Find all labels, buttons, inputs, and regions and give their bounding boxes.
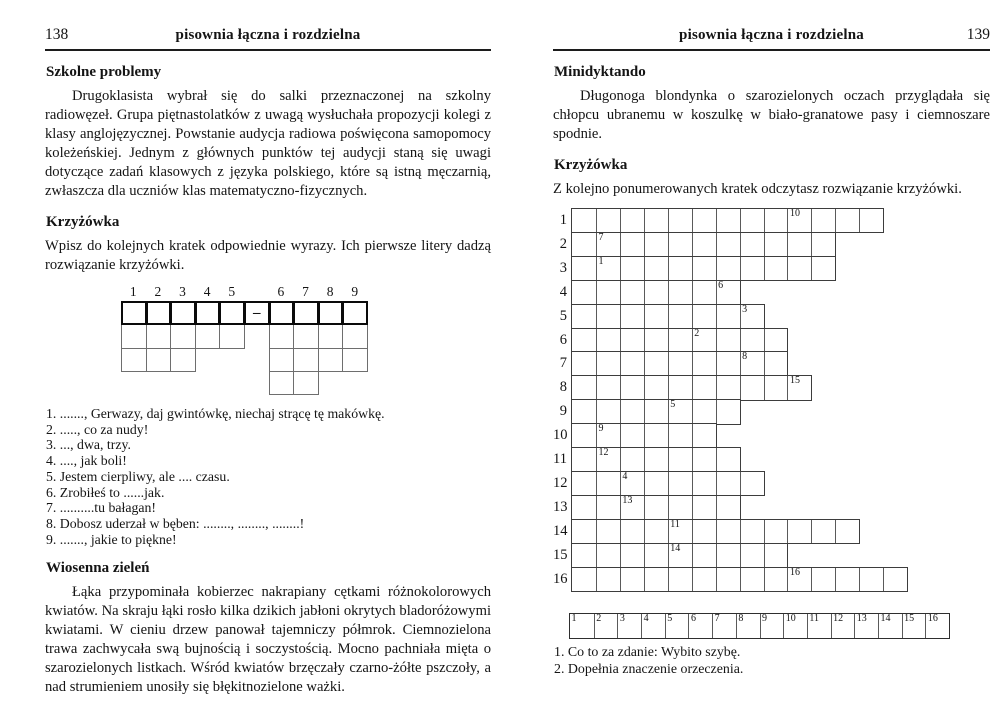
- crossword-cell: [644, 376, 668, 399]
- crossword-cell: [342, 324, 368, 348]
- crossword-cell: [644, 520, 668, 543]
- crossword-cell: [572, 209, 596, 232]
- answer-cell: [902, 614, 926, 638]
- crossword-cell: [644, 400, 668, 423]
- clue-item: 9. ......., jakie to piękne!: [46, 531, 177, 547]
- crossword-cell: [293, 371, 319, 395]
- crossword-cell: [692, 281, 716, 304]
- cell-number-label: 6: [718, 279, 724, 291]
- crossword-cell: [644, 329, 668, 352]
- crossword-cell: [716, 448, 740, 471]
- crossword-cell: [572, 233, 596, 256]
- answer-cell-number: 2: [596, 613, 602, 624]
- crossword-cell: [596, 257, 620, 280]
- crossword-cell: [195, 324, 221, 348]
- crossword-cell: [692, 376, 716, 399]
- crossword-cell: [572, 424, 596, 447]
- answer-cell-number: 5: [667, 613, 673, 624]
- answer-cell-number: 14: [880, 613, 891, 624]
- crossword-cell: [620, 329, 644, 352]
- crossword-cell: [644, 544, 668, 567]
- answer-cell: [878, 614, 902, 638]
- crossword-cell: [293, 301, 319, 325]
- crossword-cell: [596, 400, 620, 423]
- crossword-row: [571, 328, 788, 353]
- crossword-cell: [692, 520, 716, 543]
- crossword-cell: [764, 376, 788, 399]
- cell-number-label: 9: [598, 423, 604, 435]
- crossword-cell: [620, 472, 644, 495]
- crossword-row: [571, 447, 741, 472]
- crossword-cell: [692, 209, 716, 232]
- crossword-cell: [668, 520, 692, 543]
- row-number-label: 13: [553, 498, 568, 515]
- crossword-cell: [835, 520, 859, 543]
- crossword-cell: [596, 520, 620, 543]
- crossword-cell: [572, 281, 596, 304]
- answer-cell-number: 12: [833, 613, 844, 624]
- crossword-cell: [740, 568, 764, 591]
- crossword-cell: [572, 568, 596, 591]
- column-number-label: 9: [351, 284, 359, 299]
- paragraph-szkolne-problemy: Drugoklasista wybrał się do salki przeznaczonej na szkolny radiowęzeł. Grupa piętnastolatków z uwagą wysłuchała propozycji kolegi z klasy anglojęzycznej. Powstanie audycja radiowa poświęcona samopomocy koleżeńskiej. Jednym z głównych punktów tej audycji staną się uwagi dotyczące zadań klasowych z języka polskiego, które są istną męczarnią, zwłaszcza dla uczniów klas matematyczno-fizycznych.: [45, 88, 491, 199]
- crossword-cell: [644, 472, 668, 495]
- crossword-cell: [716, 472, 740, 495]
- crossword-cell: [219, 301, 245, 325]
- answer-cell: [736, 614, 760, 638]
- answer-cell-number: 13: [856, 613, 867, 624]
- row-number-label: 1: [559, 212, 567, 228]
- cell-number-label: 2: [694, 327, 700, 339]
- crossword-cell: [692, 496, 716, 519]
- crossword-cell: [716, 376, 740, 399]
- crossword-cell: [787, 520, 811, 543]
- crossword-cell: [620, 568, 644, 591]
- crossword-cell: [596, 568, 620, 591]
- section-heading-szkolne-problemy: Szkolne problemy: [46, 64, 162, 80]
- crossword-row: [571, 351, 788, 376]
- crossword-cell: [572, 544, 596, 567]
- crossword-cell: [740, 544, 764, 567]
- crossword-cell: [620, 352, 644, 375]
- clue-item: 7. ..........tu bałagan!: [46, 500, 156, 516]
- crossword-cell: [644, 424, 668, 447]
- row-number-label: 8: [559, 379, 567, 396]
- crossword-cell: [692, 352, 716, 375]
- running-title: pisownia łączna i rozdzielna: [679, 27, 864, 43]
- crossword-cell: [668, 400, 692, 423]
- crossword-cell: [620, 520, 644, 543]
- crossword-cell: [170, 324, 196, 348]
- crossword-cell: [764, 233, 788, 256]
- crossword-cell: [572, 448, 596, 471]
- crossword-cell: [269, 371, 295, 395]
- crossword-cell: [764, 352, 788, 375]
- row-number-label: 6: [559, 331, 567, 348]
- cell-number-label: 4: [622, 470, 628, 482]
- crossword-cell: [740, 472, 764, 495]
- crossword-cell: [596, 305, 620, 328]
- crossword-cell: [620, 233, 644, 256]
- crossword-cell: [146, 324, 172, 348]
- crossword-cell: [620, 209, 644, 232]
- row-number-label: 2: [559, 235, 567, 252]
- crossword-cell: [692, 448, 716, 471]
- crossword-cell: [716, 305, 740, 328]
- column-number-label: 7: [302, 284, 309, 299]
- crossword-cell: [596, 352, 620, 375]
- crossword-cell: [716, 520, 740, 543]
- page-header-left: [45, 26, 491, 51]
- answer-cell-number: 9: [762, 613, 767, 624]
- crossword-cell: [572, 520, 596, 543]
- crossword-cell: [835, 568, 859, 591]
- crossword-cell: [668, 472, 692, 495]
- crossword-cell: [121, 348, 147, 372]
- crossword-cell: [644, 257, 668, 280]
- crossword-cell: [668, 496, 692, 519]
- cell-number-label: 1: [598, 255, 604, 267]
- crossword-cell: [572, 496, 596, 519]
- crossword-row: [571, 232, 836, 257]
- crossword-cell: [859, 568, 883, 591]
- crossword-cell: [318, 348, 344, 372]
- crossword-cell: [269, 301, 295, 325]
- crossword-cell: [716, 209, 740, 232]
- crossword-cell: [811, 520, 835, 543]
- answer-cell: [688, 614, 712, 638]
- crossword-cell: [811, 233, 835, 256]
- crossword-cell: [644, 233, 668, 256]
- crossword-cell: [668, 352, 692, 375]
- crossword-cell: [740, 520, 764, 543]
- crossword-row: [571, 399, 741, 424]
- cell-number-label: 14: [670, 542, 681, 554]
- crossword-cell: [572, 257, 596, 280]
- column-number-label: 1: [129, 284, 137, 299]
- page-number: 138: [45, 26, 69, 43]
- crossword-instructions-left: Wpisz do kolejnych kratek odpowiednie wyrazy. Ich pierwsze litery dadzą rozwiązanie krzyżówki.: [45, 238, 491, 273]
- answer-cell: [760, 614, 784, 638]
- crossword-cell: [740, 376, 764, 399]
- crossword-row: [571, 304, 765, 329]
- crossword-cell: [620, 424, 644, 447]
- cell-number-label: 7: [598, 231, 604, 243]
- crossword-cell: [692, 305, 716, 328]
- answer-cell-number: 7: [714, 613, 720, 624]
- crossword-cell: [764, 544, 788, 567]
- crossword-cell: [170, 301, 196, 325]
- crossword-cell: [668, 329, 692, 352]
- answer-cell-number: 10: [785, 613, 796, 624]
- crossword-cell: [269, 348, 295, 372]
- cell-number-label: 11: [670, 518, 680, 530]
- crossword-cell: [269, 324, 295, 348]
- clue-list: [46, 406, 491, 547]
- section-heading-wiosenna-zielen: Wiosenna zieleń: [46, 560, 150, 577]
- crossword-cell: [596, 544, 620, 567]
- page-number: 139: [966, 26, 990, 43]
- crossword-cell: [787, 376, 811, 399]
- column-number-label: 6: [277, 284, 285, 299]
- crossword-row: [571, 375, 812, 400]
- crossword-cell: [596, 209, 620, 232]
- crossword-cell: [787, 209, 811, 232]
- answer-strip: [569, 613, 950, 639]
- crossword-cell: [572, 305, 596, 328]
- answer-cell-number: 1: [571, 613, 577, 624]
- crossword-cell: [692, 233, 716, 256]
- section-heading-krzyzowka-right: Krzyżówka: [554, 157, 628, 173]
- column-number-label: 5: [228, 284, 236, 299]
- answer-cell: [570, 614, 594, 638]
- crossword-cell: [859, 209, 883, 232]
- crossword-cell: [716, 544, 740, 567]
- crossword-row: [571, 256, 836, 281]
- answer-cell: [665, 614, 689, 638]
- clue-item: 8. Dobosz uderzał w bęben: ........, ........, ........!: [46, 515, 305, 531]
- crossword-cell: [293, 348, 319, 372]
- cell-number-label: 12: [598, 447, 609, 458]
- row-number-label: 11: [553, 451, 567, 467]
- crossword-cell: [572, 329, 596, 352]
- crossword-cell: [195, 301, 221, 325]
- clue-item: 3. ..., dwa, trzy.: [46, 437, 131, 453]
- crossword-cell: [170, 348, 196, 372]
- answer-cell: [831, 614, 855, 638]
- section-heading-minidyktando: Minidyktando: [554, 64, 646, 80]
- crossword-cell: [596, 472, 620, 495]
- cell-number-label: 8: [742, 351, 748, 363]
- crossword-cell: [146, 348, 172, 372]
- section-heading-krzyzowka-left: Krzyżówka: [46, 214, 120, 230]
- crossword-cell: [764, 568, 788, 591]
- answer-cell-number: 11: [809, 613, 820, 624]
- clue-item: 1. ......., Gerwazy, daj gwintówkę, niechaj strącę tę makówkę.: [46, 406, 385, 421]
- crossword-cell: [342, 348, 368, 372]
- answer-cell: [594, 614, 618, 638]
- notes-list: [554, 645, 990, 679]
- crossword-cell: [293, 324, 319, 348]
- crossword-cell: [764, 329, 788, 352]
- crossword-cell: [740, 305, 764, 328]
- row-number-label: 7: [559, 355, 567, 372]
- crossword-cell: [572, 472, 596, 495]
- crossword-cell: [835, 209, 859, 232]
- crossword-cell: [644, 448, 668, 471]
- crossword-cell: [342, 301, 368, 325]
- paragraph-minidyktando: Długonoga blondynka o szarozielonych oczach przyglądała się chłopcu ubranemu w koszulkę w biało-granatowe pasy i ciemnoszare spodnie.: [553, 88, 990, 142]
- crossword-cell: [620, 281, 644, 304]
- running-title: pisownia łączna i rozdzielna: [175, 27, 361, 43]
- paragraph-wiosenna-zielen: Łąka przypominała kobierzec nakrapiany cętkami różnokolorowych kwiatów. Na skraju łąki rosło kilka dzikich jabłoni okrytych bladoróżowymi kwiatami. W cieniu drzew panował tajemniczy półmrok. Ciemnozielona trawa zachwycała swą bujnością i soczystością. Mocno pachniała mięta o szarozielonych listkach. Wśród kwiatów brzęczały czarno-żółte pszczoły, a nad strumieniem unosiły się błękitnozielone ważki.: [45, 584, 491, 696]
- row-number-label: 14: [553, 522, 568, 539]
- crossword-cell: [620, 496, 644, 519]
- crossword-cell: [716, 496, 740, 519]
- clue-item: 4. ...., jak boli!: [46, 453, 127, 469]
- crossword-cell: [692, 472, 716, 495]
- crossword-cell: [572, 400, 596, 423]
- clue-item: 5. Jestem cierpliwy, ale .... czasu.: [46, 468, 230, 484]
- crossword-grid-left: [121, 284, 371, 397]
- crossword-cell: [620, 376, 644, 399]
- crossword-cell: [596, 448, 620, 471]
- answer-cell: [807, 614, 831, 638]
- column-number-label: 2: [154, 284, 162, 299]
- answer-cell-number: 4: [643, 613, 649, 624]
- crossword-cell: [740, 233, 764, 256]
- crossword-cell: [740, 257, 764, 280]
- crossword-cell: [811, 209, 835, 232]
- crossword-cell: [668, 424, 692, 447]
- crossword-row: [571, 495, 741, 520]
- crossword-cell: [572, 352, 596, 375]
- crossword-cell: [644, 209, 668, 232]
- row-number-label: 9: [559, 403, 567, 420]
- crossword-instructions-right: Z kolejno ponumerowanych kratek odczytasz rozwiązanie krzyżówki.: [553, 181, 962, 197]
- row-number-label: 3: [559, 259, 567, 276]
- crossword-cell: [596, 281, 620, 304]
- crossword-cell: [740, 209, 764, 232]
- crossword-row: [571, 519, 860, 544]
- row-number-label: 4: [559, 283, 567, 300]
- row-number-label: 5: [559, 307, 567, 324]
- crossword-row: [571, 567, 908, 592]
- crossword-cell: [644, 496, 668, 519]
- crossword-row: [571, 208, 884, 233]
- answer-cell-number: 6: [690, 613, 696, 624]
- crossword-cell: [572, 376, 596, 399]
- crossword-cell: [620, 448, 644, 471]
- row-number-label: 16: [553, 570, 568, 587]
- column-number-label: 3: [179, 284, 186, 299]
- crossword-cell: [692, 329, 716, 352]
- crossword-cell: [668, 305, 692, 328]
- crossword-cell: [716, 281, 740, 304]
- row-number-label: 12: [553, 474, 568, 491]
- crossword-cell: [764, 520, 788, 543]
- crossword-cell: [692, 400, 716, 423]
- crossword-row: [571, 471, 765, 496]
- answer-cell-number: 8: [738, 613, 744, 624]
- crossword-cell: [668, 233, 692, 256]
- crossword-cell: [740, 352, 764, 375]
- row-number-label: 10: [553, 427, 568, 444]
- crossword-cell: [764, 209, 788, 232]
- crossword-cell: [596, 376, 620, 399]
- crossword-cell: [668, 568, 692, 591]
- crossword-cell: [883, 568, 907, 591]
- crossword-cell: [764, 257, 788, 280]
- crossword-cell: [596, 329, 620, 352]
- note-item: 2. Dopełnia znaczenie orzeczenia.: [554, 661, 744, 677]
- crossword-grid-right: [553, 208, 990, 596]
- crossword-row: [571, 543, 788, 568]
- crossword-cell: [811, 568, 835, 591]
- note-item: 1. Co to za zdanie: Wybito szybę.: [554, 645, 741, 660]
- answer-cell-number: 15: [904, 613, 915, 624]
- crossword-cell: [644, 352, 668, 375]
- crossword-cell: [146, 301, 172, 325]
- row-number-label: 15: [553, 546, 568, 563]
- cell-number-label: 13: [622, 494, 633, 506]
- crossword-cell: [668, 544, 692, 567]
- answer-cell: [783, 614, 807, 638]
- crossword-cell: [740, 329, 764, 352]
- crossword-cell: [644, 281, 668, 304]
- column-number-label: 4: [203, 284, 211, 299]
- crossword-cell: [668, 209, 692, 232]
- crossword-cell: [787, 257, 811, 280]
- crossword-cell: [596, 424, 620, 447]
- answer-cell: [641, 614, 665, 638]
- crossword-cell: [716, 233, 740, 256]
- crossword-cell: [716, 352, 740, 375]
- crossword-cell: [318, 301, 344, 325]
- page-138: [45, 26, 491, 697]
- cell-number-label: 16: [789, 566, 800, 578]
- crossword-cell: [620, 544, 644, 567]
- crossword-cell: [121, 301, 147, 325]
- crossword-cell: [644, 568, 668, 591]
- answer-cell-number: 3: [619, 613, 625, 624]
- crossword-cell: [121, 324, 147, 348]
- answer-cell: [925, 614, 949, 638]
- crossword-cell: [668, 448, 692, 471]
- crossword-cell: [620, 305, 644, 328]
- crossword-cell: [716, 568, 740, 591]
- clue-item: 2. ....., co za nudy!: [46, 421, 149, 437]
- crossword-cell: [668, 257, 692, 280]
- page-header-right: [553, 26, 990, 51]
- crossword-row: [571, 280, 741, 305]
- crossword-cell: [318, 324, 344, 348]
- crossword-cell: [219, 324, 245, 348]
- answer-cell: [854, 614, 878, 638]
- crossword-cell: [787, 568, 811, 591]
- crossword-row: [571, 423, 717, 448]
- crossword-cell: [596, 496, 620, 519]
- cell-number-label: 10: [789, 208, 800, 219]
- answer-cell: [617, 614, 641, 638]
- answer-cell: [712, 614, 736, 638]
- crossword-cell: [716, 329, 740, 352]
- crossword-cell: [668, 376, 692, 399]
- crossword-cell: [620, 257, 644, 280]
- cell-number-label: 3: [742, 303, 748, 315]
- crossword-cell: [692, 568, 716, 591]
- crossword-cell: [716, 400, 740, 423]
- column-number-label: 8: [326, 284, 334, 299]
- clue-item: 6. Zrobiłeś to ......jak.: [46, 484, 165, 500]
- crossword-cell: [716, 257, 740, 280]
- crossword-cell: [644, 305, 668, 328]
- crossword-cell: [692, 544, 716, 567]
- dash-cell: –: [244, 301, 270, 325]
- crossword-cell: [596, 233, 620, 256]
- cell-number-label: 15: [789, 375, 800, 387]
- crossword-cell: [668, 281, 692, 304]
- crossword-cell: [787, 233, 811, 256]
- crossword-cell: [692, 424, 716, 447]
- crossword-cell: [692, 257, 716, 280]
- page-139: [553, 26, 990, 679]
- cell-number-label: 5: [670, 399, 676, 411]
- crossword-cell: [811, 257, 835, 280]
- crossword-cell: [620, 400, 644, 423]
- answer-cell-number: 16: [927, 613, 938, 624]
